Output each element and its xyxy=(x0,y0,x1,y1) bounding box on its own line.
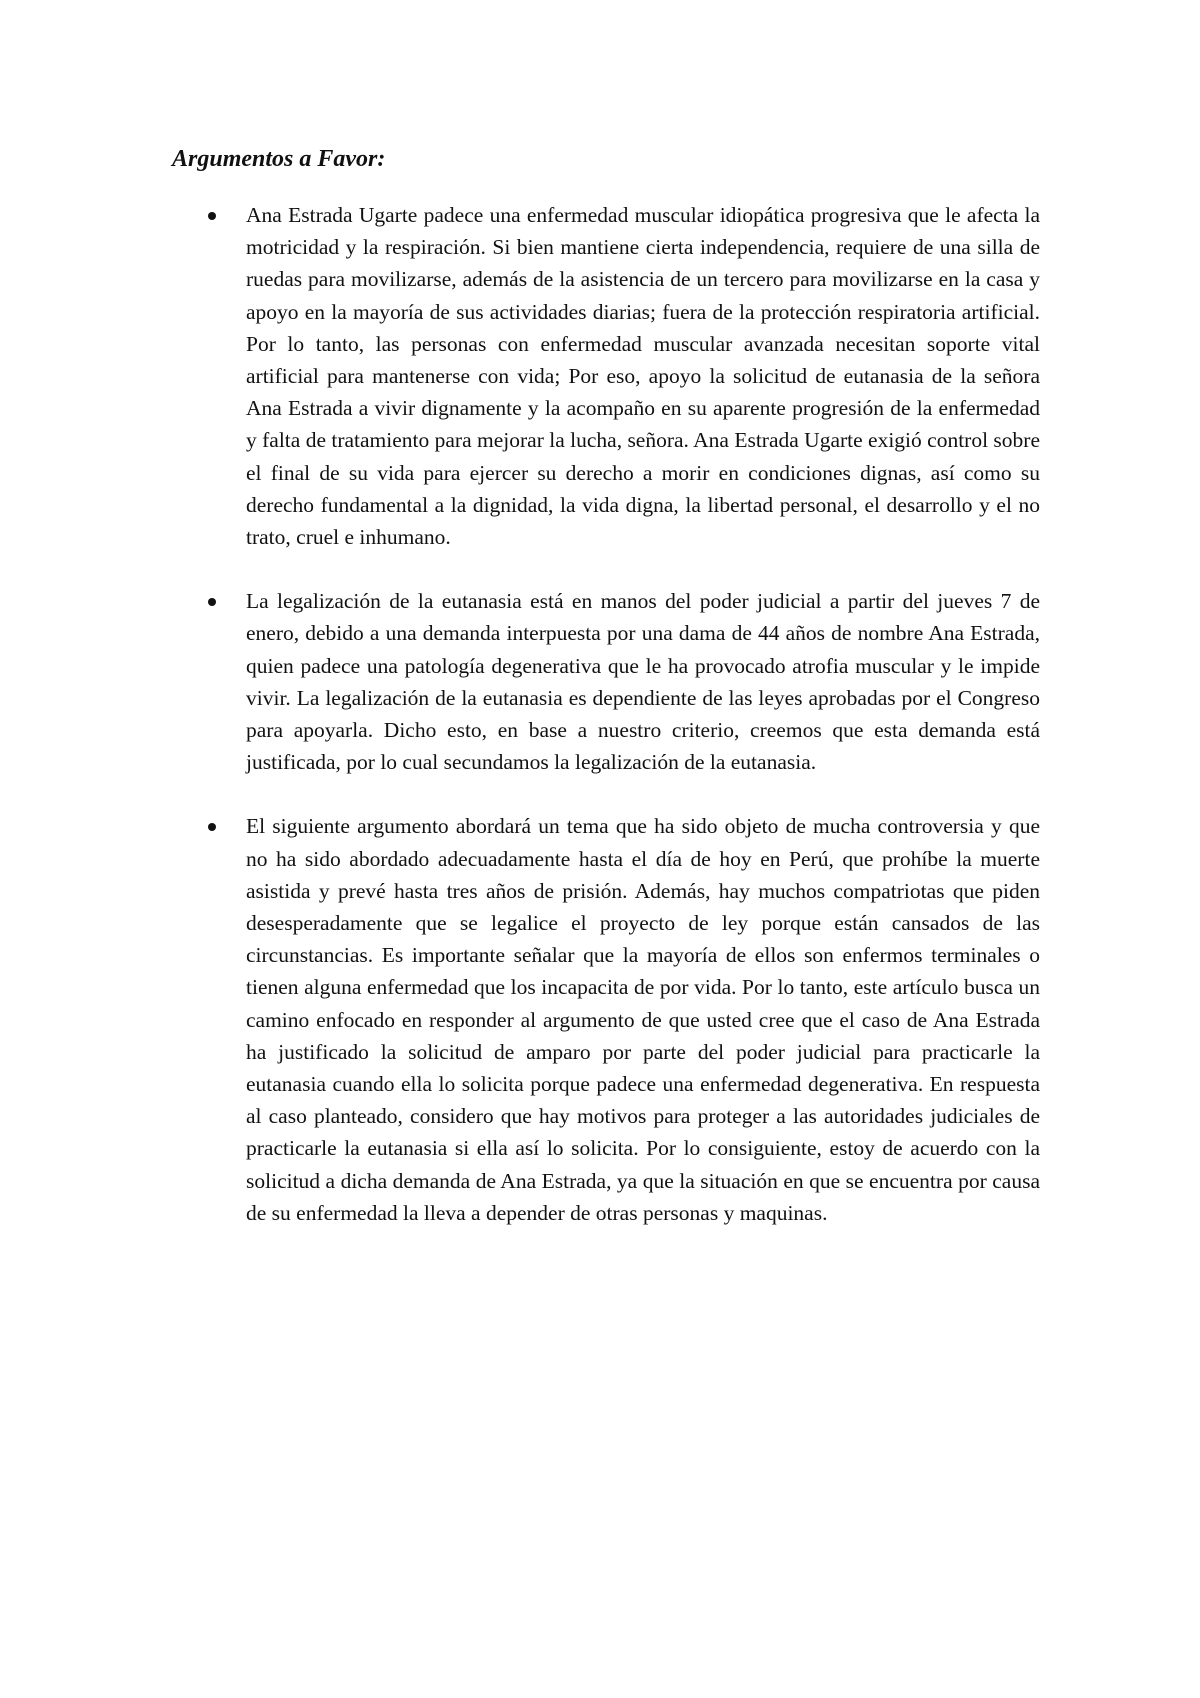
bullet-icon xyxy=(208,598,216,606)
argument-list xyxy=(170,199,1040,1261)
list-item xyxy=(170,199,1040,553)
list-item-text: La legalización de la eutanasia está en manos del poder judicial a partir del jueves 7 de enero, debido a una demanda interpuesta por una dama de 44 años de nombre Ana Estrada, quien padece una patología degenerativa que le ha provocado atrofia muscular y le impide vivir. La legalización de la eutanasia es dependiente de las leyes aprobadas por el Congreso para apoyarla. Dicho esto, en base a nuestro criterio, creemos que esta demanda está justificada, por lo cual secundamos la legalización de la eutanasia. xyxy=(246,589,1040,775)
bullet-icon xyxy=(208,212,216,220)
list-item-text: Ana Estrada Ugarte padece una enfermedad muscular idiopática progresiva que le afecta la motricidad y la respiración. Si bien mantiene cierta independencia, requiere de una silla de ruedas para movilizarse, además de la asistencia de un tercero para movilizarse en la casa y apoyo en la mayoría de sus actividades diarias; fuera de la protección respiratoria artificial. Por lo tanto, las personas con enfermedad muscular avanzada necesitan soporte vital artificial para mantenerse con vida; Por eso, apoyo la solicitud de eutanasia de la señora Ana Estrada a vivir dignamente y la acompaño en su aparente progresión de la enfermedad y falta de tratamiento para mejorar la lucha, señora. Ana Estrada Ugarte exigió control sobre el final de su vida para ejercer su derecho a morir en condiciones dignas, así como su derecho fundamental a la dignidad, la vida digna, la libertad personal, el desarrollo y el no trato, cruel e inhumano. xyxy=(246,203,1040,550)
list-item xyxy=(170,585,1040,778)
bullet-icon xyxy=(208,823,216,831)
list-item-text: El siguiente argumento abordará un tema que ha sido objeto de mucha controversia y que no ha sido abordado adecuadamente hasta el día de hoy en Perú, que prohíbe la muerte asistida y prevé hasta tres años de prisión. Además, hay muchos compatriotas que piden desesperadamente que se legalice el proyecto de ley porque están cansados de las circunstancias. Es importante señalar que la mayoría de ellos son enfermos terminales o tienen alguna enfermedad que los incapacita de por vida. Por lo tanto, este artículo busca un camino enfocado en responder al argumento de que usted cree que el caso de Ana Estrada ha justificado la solicitud de amparo por parte del poder judicial para practicarle la eutanasia cuando ella lo solicita porque padece una enfermedad degenerativa. En respuesta al caso planteado, considero que hay motivos para proteger a las autoridades judiciales de practicarle la eutanasia si ella así lo solicita. Por lo consiguiente, estoy de acuerdo con la solicitud a dicha demanda de Ana Estrada, ya que la situación en que se encuentra por causa de su enfermedad la lleva a depender de otras personas y maquinas. xyxy=(246,814,1040,1225)
list-item xyxy=(170,810,1040,1229)
section-heading: Argumentos a Favor: xyxy=(172,146,386,172)
